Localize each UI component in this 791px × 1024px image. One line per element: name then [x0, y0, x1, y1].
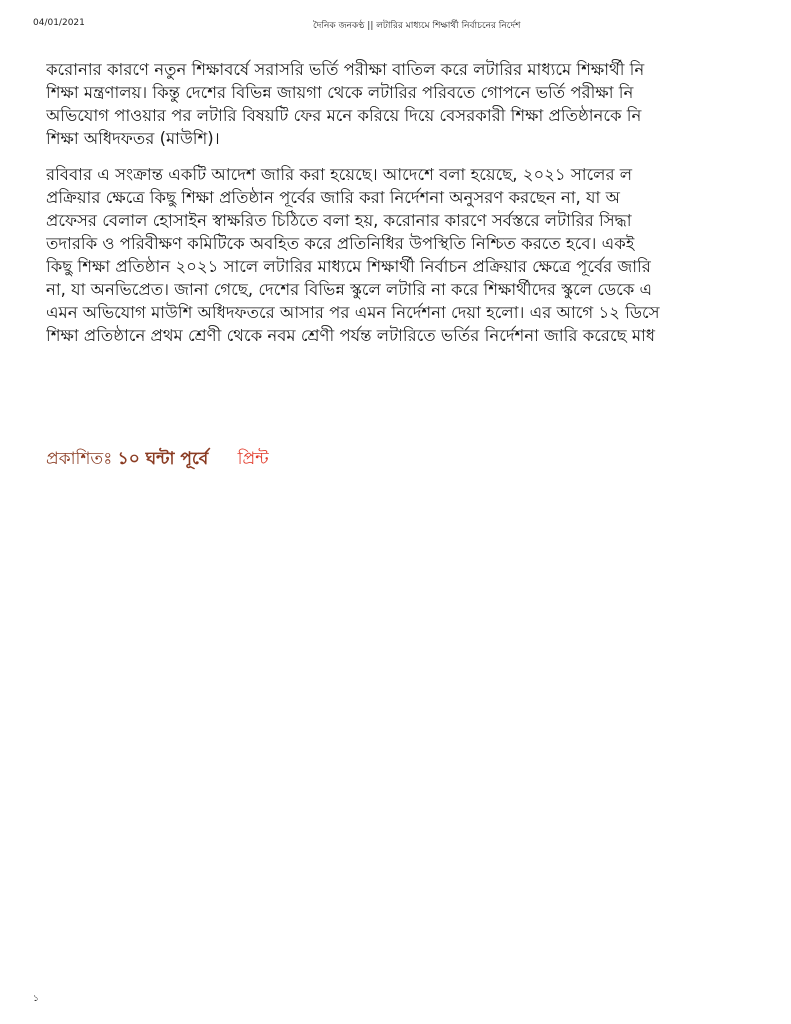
- published-label: প্রকাশিতঃ: [46, 449, 118, 469]
- paragraph-line: কিছু শিক্ষা প্রতিষ্ঠান ২০২১ সালে লটারির মাধ্যমে শিক্ষার্থী নির্বাচন প্রক্রিয়ার ক্ষেত্রে পূর্বের জারি: [46, 257, 651, 276]
- article-meta: [46, 446, 269, 474]
- paragraph-line: শিক্ষা অধিদফতর (মাউশি)।: [46, 129, 220, 148]
- article-paragraph: [46, 163, 791, 347]
- article-body: [46, 58, 791, 347]
- document-title: দৈনিক জনকণ্ঠ || লটারির মাধ্যমে শিক্ষার্থী নির্বাচনের নির্দেশ: [313, 21, 521, 31]
- page-number: ১: [33, 994, 39, 1004]
- paragraph-line: প্রফেসর বেলাল হোসাইন স্বাক্ষরিত চিঠিতে বলা হয়, করোনার কারণে সর্বস্তরে লটারির সিদ্ধা: [46, 211, 632, 230]
- paragraph-line: শিক্ষা মন্ত্রণালয়। কিন্তু দেশের বিভিন্ন জায়গা থেকে লটারির পরিবতে গোপনে ভর্তি পরীক্ষা নি: [46, 83, 634, 102]
- paragraph-line: রবিবার এ সংক্রান্ত একটি আদেশ জারি করা হয়েছে। আদেশে বলা হয়েছে, ২০২১ সালের ল: [46, 165, 633, 184]
- paragraph-line: শিক্ষা প্রতিষ্ঠানে প্রথম শ্রেণী থেকে নবম শ্রেণী পর্যন্ত লটারিতে ভর্তির নির্দেশনা জারি করেছে মাধ: [46, 326, 656, 345]
- paragraph-line: অভিযোগ পাওয়ার পর লটারি বিষয়টি ফের মনে করিয়ে দিয়ে বেসরকারী শিক্ষা প্রতিষ্ঠানকে নি: [46, 106, 642, 125]
- paragraph-line: না, যা অনভিপ্রেত। জানা গেছে, দেশের বিভিন্ন স্কুলে লটারি না করে শিক্ষার্থীদের স্কুলে ডেকে এ: [46, 280, 653, 299]
- paragraph-line: এমন অভিযোগ মাউশি অধিদফতরে আসার পর এমন নির্দেশনা দেয়া হলো। এর আগে ১২ ডিসে: [46, 303, 660, 322]
- paragraph-line: প্রক্রিয়ার ক্ষেত্রে কিছু শিক্ষা প্রতিষ্ঠান পূর্বের জারি করা নির্দেশনা অনুসরণ করছেন না, যা অ: [46, 188, 620, 207]
- article-paragraph: [46, 58, 791, 150]
- print-header: [33, 18, 791, 32]
- print-date: 04/01/2021: [33, 18, 85, 28]
- paragraph-line: তদারকি ও পরিবীক্ষণ কমিটিকে অবহিত করে প্রতিনিধির উপস্থিতি নিশ্চিত করতে হবে। একই: [46, 234, 635, 253]
- print-link[interactable]: প্রিন্ট: [237, 449, 269, 469]
- published-time: ১০ ঘন্টা পূর্বে: [117, 449, 209, 469]
- paragraph-line: করোনার কারণে নতুন শিক্ষাবর্ষে সরাসরি ভর্তি পরীক্ষা বাতিল করে লটারির মাধ্যমে শিক্ষার্থী নি: [46, 60, 645, 79]
